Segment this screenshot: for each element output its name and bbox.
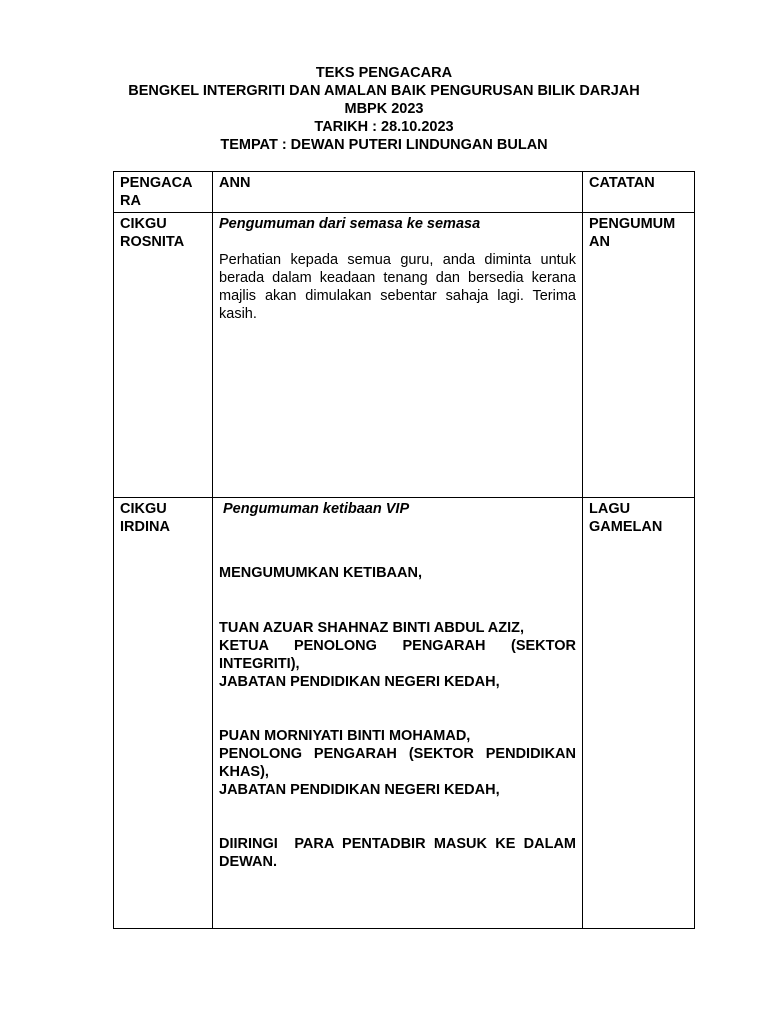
script-cell xyxy=(213,498,583,929)
closing-line: DIIRINGI PARA PENTADBIR MASUK KE DALAM DEWAN. xyxy=(219,836,581,870)
column-header-speaker xyxy=(114,172,213,213)
doc-title: TEKS PENGACARA xyxy=(315,65,453,81)
event-venue: TEMPAT : DEWAN PUTERI LINDUNGAN BULAN xyxy=(220,137,548,153)
speaker-name: IRDINA xyxy=(120,519,170,535)
segment-body: Perhatian kepada semua guru, anda diminta untuk berada dalam keadaan tenang dan bersedia kerana majlis akan dimulakan sebentar sahaja lagi. Terima kasih. xyxy=(219,252,576,322)
vip2-role: PENOLONG PENGARAH (SEKTOR PENDIDIKAN KHAS), xyxy=(219,746,576,780)
vip2-department: JABATAN PENDIDIKAN NEGERI KEDAH, xyxy=(219,782,500,798)
speaker-title: CIKGU xyxy=(120,501,167,517)
column-header-notes: CATATAN xyxy=(583,172,695,213)
segment-heading: Pengumuman ketibaan VIP xyxy=(223,501,410,517)
announce-line: MENGUMUMKAN KETIBAAN, xyxy=(219,565,422,581)
column-header-speaker-part1: PENGACA xyxy=(120,175,193,191)
segment-heading: Pengumuman dari semasa ke semasa xyxy=(219,216,481,232)
script-cell xyxy=(213,213,583,498)
vip1-name: TUAN AZUAR SHAHNAZ BINTI ABDUL AZIZ, xyxy=(219,620,525,636)
script-table xyxy=(113,171,695,929)
notes-cell xyxy=(583,498,695,929)
document-header xyxy=(0,64,768,154)
note-part2: AN xyxy=(589,234,610,250)
vip2-name: PUAN MORNIYATI BINTI MOHAMAD, xyxy=(219,728,471,744)
event-date: TARIKH : 28.10.2023 xyxy=(314,119,454,135)
speaker-cell xyxy=(114,498,213,929)
event-name: BENGKEL INTERGRITI DAN AMALAN BAIK PENGURUSAN BILIK DARJAH xyxy=(128,83,640,99)
column-header-text: ANN xyxy=(213,172,583,213)
note-part1: LAGU xyxy=(589,501,631,517)
table-row xyxy=(114,498,695,929)
column-header-speaker-part2: RA xyxy=(120,193,141,209)
organizer: MBPK 2023 xyxy=(344,101,424,117)
note-part1: PENGUMUM xyxy=(589,216,676,232)
vip1-department: JABATAN PENDIDIKAN NEGERI KEDAH, xyxy=(219,674,500,690)
note-part2: GAMELAN xyxy=(589,519,663,535)
table-header-row xyxy=(114,172,695,213)
speaker-cell xyxy=(114,213,213,498)
table-row xyxy=(114,213,695,498)
speaker-title: CIKGU xyxy=(120,216,167,232)
notes-cell xyxy=(583,213,695,498)
speaker-name: ROSNITA xyxy=(120,234,185,250)
vip1-role: KETUA PENOLONG PENGARAH (SEKTOR INTEGRITI), xyxy=(219,638,576,672)
